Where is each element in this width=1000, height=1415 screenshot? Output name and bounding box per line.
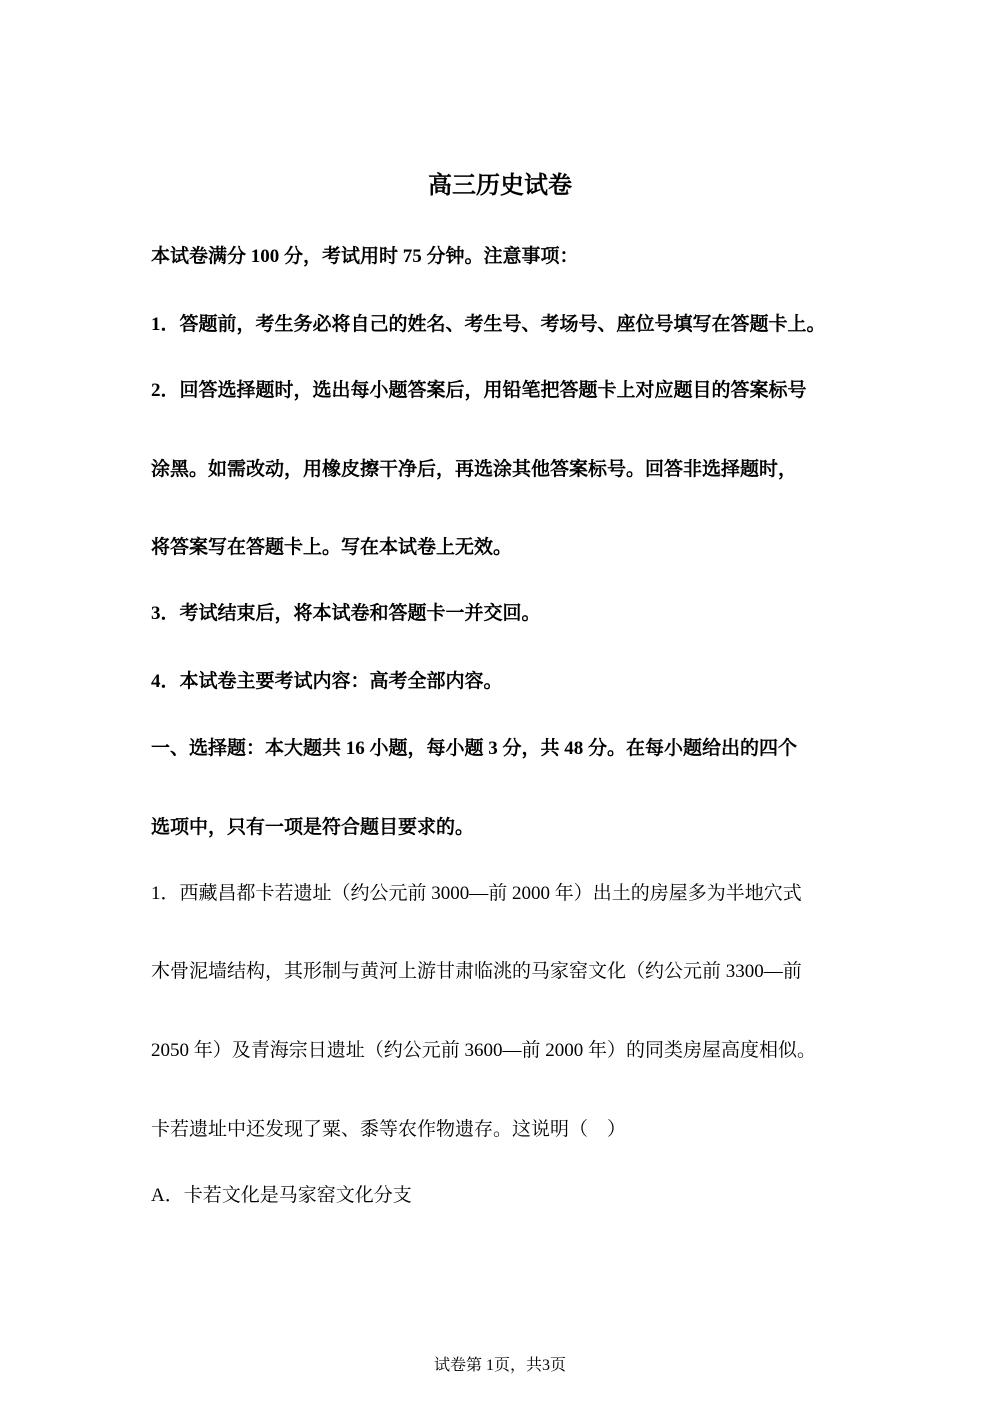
question-1-option-a: A．卡若文化是马家窑文化分支 (151, 1185, 412, 1206)
instruction-item-2-line-1: 2．回答选择题时，选出每小题答案后，用铅笔把答题卡上对应题目的答案标号 (151, 380, 807, 401)
instruction-item-3: 3．考试结束后，将本试卷和答题卡一并交回。 (151, 603, 541, 624)
instruction-item-4: 4．本试卷主要考试内容：高考全部内容。 (151, 671, 503, 692)
question-1-stem-line-1: 1．西藏昌都卡若遗址（约公元前 3000—前 2000 年）出土的房屋多为半地穴式 (151, 883, 802, 904)
instructions-intro: 本试卷满分 100 分，考试用时 75 分钟。注意事项： (151, 246, 579, 267)
section-heading-line-1: 一、选择题：本大题共 16 小题，每小题 3 分，共 48 分。在每小题给出的四个 (151, 738, 798, 759)
page-title: 高三历史试卷 (428, 173, 572, 199)
instruction-item-2-line-3: 将答案写在答题卡上。写在本试卷上无效。 (151, 537, 513, 558)
page-footer: 试卷第 1页，共3页 (433, 1357, 566, 1374)
question-1-stem-line-4: 卡若遗址中还发现了粟、黍等农作物遗存。这说明（ ） (151, 1119, 627, 1140)
instruction-item-1: 1．答题前，考生务必将自己的姓名、考生号、考场号、座位号填写在答题卡上。 (151, 314, 826, 335)
instruction-item-2-line-2: 涂黑。如需改动，用橡皮擦干净后，再选涂其他答案标号。回答非选择题时， (151, 459, 798, 480)
section-heading-line-2: 选项中，只有一项是符合题目要求的。 (151, 817, 475, 838)
question-1-stem-line-2: 木骨泥墙结构，其形制与黄河上游甘肃临洮的马家窑文化（约公元前 3300—前 (151, 961, 802, 982)
question-1-stem-line-3: 2050 年）及青海宗日遗址（约公元前 3600—前 2000 年）的同类房屋高度相似。 (151, 1040, 817, 1061)
